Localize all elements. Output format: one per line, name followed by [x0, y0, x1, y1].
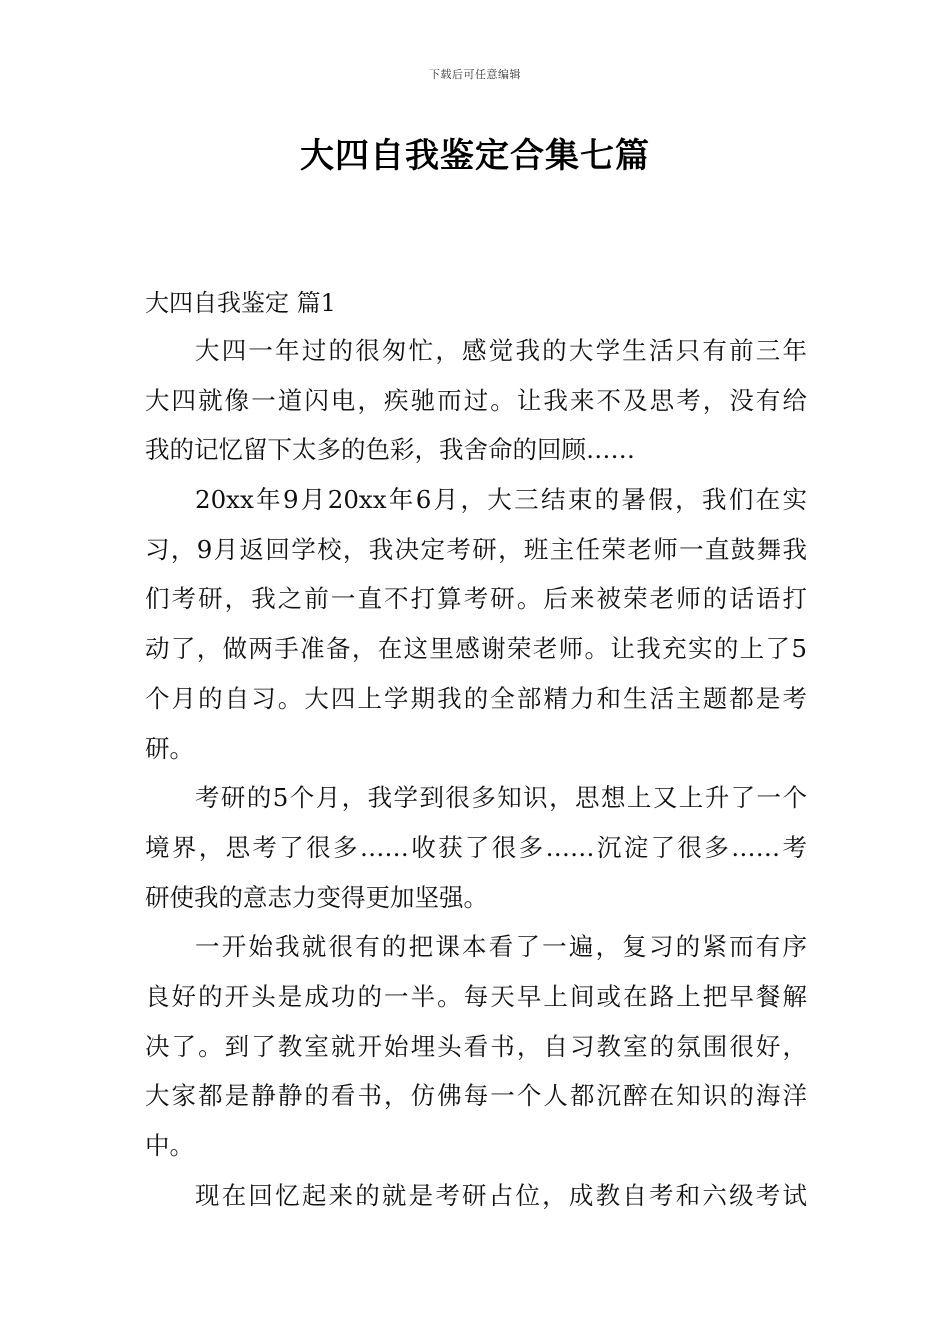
paragraph-3 — [145, 773, 807, 922]
paragraph-line: 个月的自习。大四上学期我的全部精力和生活主题都是考 — [145, 683, 807, 713]
paragraph-line: 中。 — [145, 1131, 194, 1160]
paragraph-line: 研使我的意志力变得更加坚强。 — [145, 882, 488, 912]
paragraph-line: 研。 — [145, 733, 194, 763]
paragraph-line: 现在回忆起来的就是考研占位，成教自考和六级考试 — [195, 1180, 807, 1210]
paragraph-line: 境界，思考了很多……收获了很多……沉淀了很多……考 — [145, 832, 807, 862]
paragraph-line: 大家都是静静的看书，仿佛每一个人都沉醉在知识的海洋 — [145, 1081, 807, 1111]
paragraph-line: 习，9月返回学校，我决定考研，班主任荣老师一直鼓舞我 — [145, 534, 807, 564]
paragraph-line: 我的记忆留下太多的色彩，我舍命的回顾…… — [145, 435, 635, 465]
paragraph-line: 20xx年9月20xx年6月，大三结束的暑假，我们在实 — [195, 485, 807, 515]
paragraph-line: 决了。到了教室就开始埋头看书，自习教室的氛围很好， — [145, 1031, 807, 1061]
paragraph-5 — [145, 1171, 807, 1221]
paragraph-line: 大四一年过的很匆忙，感觉我的大学生活只有前三年 — [195, 336, 807, 365]
paragraph-line: 良好的开头是成功的一半。每天早上间或在路上把早餐解 — [145, 981, 807, 1011]
paragraph-4 — [145, 922, 807, 1170]
paragraph-line: 考研的5个月，我学到很多知识，思想上又上升了一个 — [195, 783, 807, 813]
paragraph-1 — [145, 326, 807, 475]
paragraph-2 — [145, 475, 807, 773]
section-heading: 大四自我鉴定 篇1 — [145, 289, 336, 317]
paragraph-line: 大四就像一道闪电，疾驰而过。让我来不及思考，没有给 — [145, 385, 807, 415]
paragraph-line: 一开始我就很有的把课本看了一遍，复习的紧而有序 — [195, 932, 807, 962]
header-note: 下载后可任意编辑 — [429, 68, 521, 81]
document-title: 大四自我鉴定合集七篇 — [300, 136, 650, 176]
paragraph-line: 动了，做两手准备，在这里感谢荣老师。让我充实的上了5 — [145, 634, 807, 664]
document-body — [145, 280, 807, 1220]
paragraph-line: 们考研，我之前一直不打算考研。后来被荣老师的话语打 — [145, 584, 807, 614]
